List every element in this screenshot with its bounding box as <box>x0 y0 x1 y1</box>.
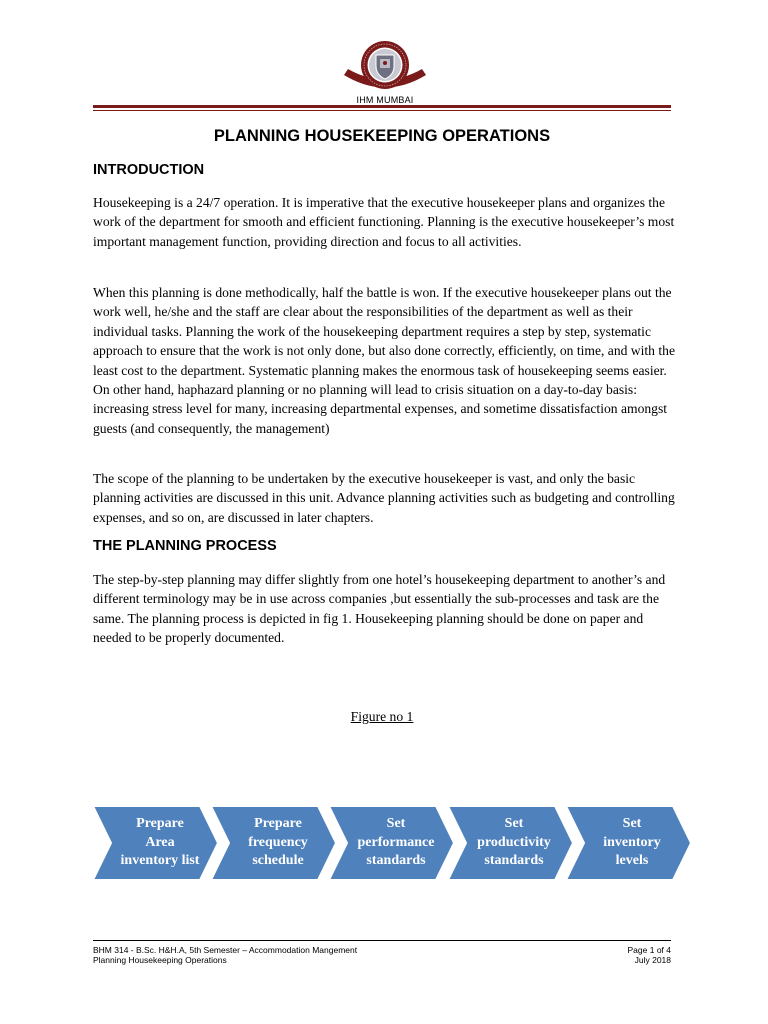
flow-step-5-label: Set inventory levels <box>603 816 661 869</box>
planning-process-flow <box>92 805 694 881</box>
figure-caption: Figure no 1 <box>350 709 414 724</box>
planning-process-paragraph: The step-by-step planning may differ slightly from one hotel’s housekeeping department to another’s and different terminology may be in use across companies ,but essentially the sub-processes and task are the same. The planning process is depicted in fig 1. Housekeeping planning should be done on paper and needed to be properly documented. <box>93 572 666 646</box>
intro-paragraph-1: Housekeeping is a 24/7 operation. It is imperative that the executive housekeeper plans and organizes the work of the department for smooth and efficient functioning. Planning is the executive housekeeper’s most important management function, providing direction and focus to all activities. <box>93 195 675 249</box>
institute-caption: IHM MUMBAI <box>356 95 414 105</box>
flow-step-3-label: Set performance standards <box>357 816 435 869</box>
header-rule-thin <box>93 110 671 111</box>
footer-rule <box>93 940 671 941</box>
footer-page-number: Page 1 of 4 <box>627 945 671 955</box>
section-heading-planning-process: THE PLANNING PROCESS <box>93 538 277 554</box>
ihm-crest-logo-icon <box>342 38 428 96</box>
flow-step-2-label: Prepare frequency schedule <box>248 816 308 869</box>
footer-date: July 2018 <box>634 955 671 965</box>
intro-paragraph-2: When this planning is done methodically, half the battle is won. If the executive housekeeper plans out the work well, he/she and the staff are clear about the responsibilities of the department as well as their individual tasks. Planning the work of the housekeeping department requires a step by step, systematic approach to ensure that the work is not only done, but also done correctly, efficiently, on time, and with the least cost to the department. Systematic planning makes the enormous task of housekeeping seems easier. On other hand, haphazard planning or no planning will lead to crisis situation on a day-to-day basis: increasing stress level for many, increasing departmental expenses, and sometime dissatisfaction amongst guests (and consequently, the management) <box>93 285 675 436</box>
section-heading-introduction: INTRODUCTION <box>93 162 205 178</box>
header-rule <box>93 105 671 108</box>
flow-step-1-label: Prepare Area inventory list <box>120 816 200 869</box>
intro-paragraph-3: The scope of the planning to be undertaken by the executive housekeeper is vast, and only the basic planning activities are discussed in this unit. Advance planning activities such as budgeting and controlling expenses, and so on, are discussed in later chapters. <box>93 471 675 525</box>
flow-step-4-label: Set productivity standards <box>477 816 551 869</box>
footer-course: BHM 314 - B.Sc. H&H.A, 5th Semester – Accommodation Mangement <box>93 945 358 955</box>
page-title: PLANNING HOUSEKEEPING OPERATIONS <box>213 127 551 145</box>
footer-chapter: Planning Housekeeping Operations <box>93 955 227 965</box>
